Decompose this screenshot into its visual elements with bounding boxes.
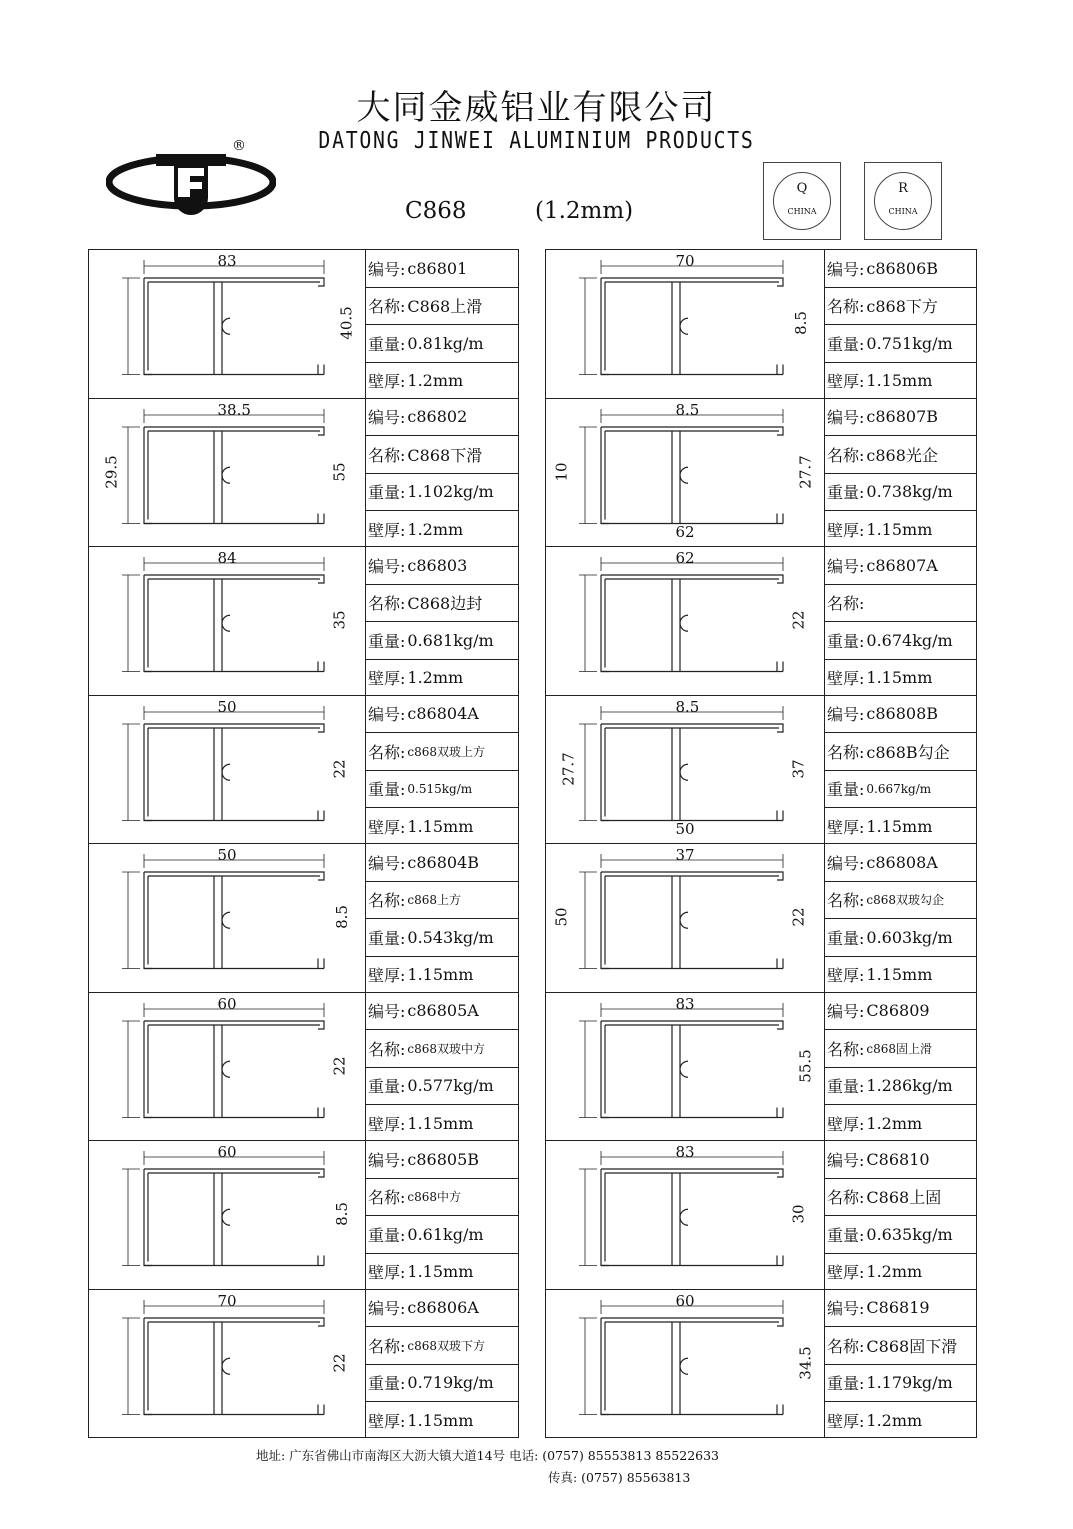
- dimension-label: 22: [330, 1056, 349, 1076]
- profile-info-cell: [365, 695, 519, 845]
- field-label: 名称:: [827, 742, 865, 762]
- profile-info-cell: [824, 398, 977, 548]
- profile-drawing: [89, 250, 364, 397]
- profile-weight-value: 0.738kg/m: [866, 482, 953, 502]
- field-label: 编号:: [368, 408, 406, 428]
- profile-wall-value: 1.2mm: [866, 1113, 923, 1133]
- profile-info-cell: [365, 1140, 519, 1290]
- field-label: 壁厚:: [827, 1114, 865, 1134]
- profile-wall-row: [366, 511, 519, 547]
- profile-name-row: [366, 585, 519, 623]
- field-label: 壁厚:: [827, 669, 865, 688]
- profile-info-cell: [365, 843, 519, 993]
- profile-code-value: c86803: [407, 555, 468, 575]
- profile-code-value: c86808A: [866, 852, 938, 872]
- quality-cert-badge: [763, 162, 841, 240]
- dimension-label: 37: [675, 846, 695, 864]
- profile-weight-row: [825, 1365, 977, 1403]
- profile-drawing: [546, 844, 823, 991]
- profile-code-value: c86804A: [407, 704, 479, 724]
- profile-drawing: [546, 993, 823, 1140]
- profile-wall-row: [366, 1254, 519, 1290]
- dimension-label: 83: [675, 994, 695, 1013]
- field-label: 名称:: [827, 594, 865, 614]
- field-label: 重量:: [368, 1225, 406, 1245]
- dimension-label: 27.7: [796, 455, 815, 489]
- field-label: 名称:: [827, 1188, 865, 1208]
- field-label: 壁厚:: [368, 372, 406, 391]
- profile-drawing: [546, 547, 823, 694]
- profile-wall-value: 1.2mm: [866, 1262, 923, 1281]
- profile-weight-row: [825, 325, 977, 363]
- wall-thickness-spec: (1.2mm): [535, 198, 634, 224]
- field-label: 壁厚:: [368, 1114, 406, 1134]
- profile-name-value: C868上固: [866, 1188, 942, 1208]
- profile-drawing-cell: [88, 843, 366, 993]
- field-label: 编号:: [368, 1150, 406, 1170]
- dimension-label: 55: [330, 462, 349, 482]
- field-label: 重量:: [827, 631, 865, 651]
- dimension-label: 8.5: [791, 311, 810, 336]
- profile-info-cell: [365, 1289, 519, 1439]
- profile-weight-row: [825, 1068, 977, 1106]
- cert-china-text: CHINA: [888, 207, 918, 216]
- dimension-label: 84: [217, 549, 237, 567]
- profile-wall-value: 1.2mm: [866, 1410, 923, 1430]
- field-label: 名称:: [827, 891, 865, 911]
- profile-code-row: [825, 696, 977, 734]
- profile-weight-value: 0.543kg/m: [407, 927, 494, 947]
- profile-wall-row: [825, 363, 977, 399]
- profile-wall-row: [825, 957, 977, 993]
- profile-code-value: c86806A: [407, 1298, 479, 1318]
- profile-code-row: [825, 993, 977, 1031]
- profile-wall-value: 1.2mm: [407, 519, 464, 539]
- profile-weight-row: [366, 919, 519, 957]
- profile-drawing: [546, 1290, 823, 1437]
- profile-info-cell: [365, 249, 519, 399]
- profile-drawing-cell: [545, 398, 825, 548]
- field-label: 名称:: [827, 297, 865, 317]
- profile-drawing-cell: [88, 1140, 366, 1290]
- field-label: 重量:: [827, 928, 865, 948]
- profile-code-value: c86805B: [407, 1149, 480, 1169]
- dimension-label: 8.5: [675, 697, 700, 716]
- field-label: 壁厚:: [368, 817, 406, 837]
- profile-drawing-cell: [88, 992, 366, 1142]
- profile-weight-row: [366, 1068, 519, 1106]
- profile-name-row: [825, 1030, 977, 1068]
- profile-name-value: c868中方: [407, 1190, 462, 1205]
- profile-name-row: [825, 585, 977, 623]
- profile-wall-value: 1.15mm: [407, 1113, 474, 1133]
- dimension-label: 22: [789, 907, 808, 927]
- profile-wall-value: 1.15mm: [407, 1410, 474, 1430]
- footer-fax: 传真: (0757) 85563813: [548, 1470, 691, 1485]
- profile-code-row: [825, 547, 977, 585]
- profile-weight-row: [366, 622, 519, 660]
- profile-weight-value: 1.179kg/m: [866, 1373, 953, 1393]
- dimension-label: 8.5: [332, 1202, 351, 1227]
- profile-code-value: C86819: [866, 1298, 930, 1318]
- dimension-label: 22: [330, 1353, 349, 1373]
- profile-wall-row: [825, 1105, 977, 1141]
- profile-drawing-cell: [545, 249, 825, 399]
- dimension-label: 34.5: [796, 1346, 815, 1380]
- profile-drawing-cell: [88, 695, 366, 845]
- field-label: 壁厚:: [827, 372, 865, 391]
- dimension-label: 70: [675, 252, 695, 270]
- profile-wall-value: 1.15mm: [407, 1262, 474, 1281]
- profile-drawing: [89, 844, 364, 991]
- profile-info-cell: [824, 1289, 977, 1439]
- profile-drawing: [546, 1141, 823, 1288]
- profile-weight-value: 0.635kg/m: [866, 1224, 953, 1244]
- field-label: 编号:: [368, 1299, 406, 1319]
- field-label: 名称:: [368, 594, 406, 614]
- profile-weight-value: 0.719kg/m: [407, 1373, 494, 1393]
- profile-wall-row: [366, 808, 519, 844]
- field-label: 编号:: [827, 705, 865, 725]
- profile-weight-value: 0.515kg/m: [407, 781, 473, 796]
- dimension-label: 50: [217, 846, 237, 864]
- cert-r-mark: R: [898, 181, 908, 196]
- profile-code-value: C86810: [866, 1149, 930, 1169]
- field-label: 名称:: [827, 1336, 865, 1356]
- profile-drawing: [89, 399, 364, 546]
- profile-info-cell: [824, 992, 977, 1142]
- profile-code-value: c86807A: [866, 555, 938, 575]
- dimension-label: 62: [675, 523, 695, 541]
- field-label: 编号:: [827, 1150, 865, 1170]
- profile-info-cell: [824, 1140, 977, 1290]
- profile-drawing: [546, 250, 823, 397]
- profile-weight-value: 0.577kg/m: [407, 1076, 494, 1096]
- footer-address: 地址: 广东省佛山市南海区大沥大镇大道14号 电话: (0757) 85553813 85522633: [256, 1448, 720, 1463]
- field-label: 壁厚:: [827, 1263, 865, 1282]
- profile-code-row: [366, 1141, 519, 1179]
- profile-wall-row: [825, 1254, 977, 1290]
- profile-name-row: [366, 1327, 519, 1365]
- profile-wall-row: [366, 1105, 519, 1141]
- company-name-cn: 大同金威铝业有限公司: [356, 88, 717, 128]
- field-label: 重量:: [827, 1077, 865, 1097]
- profile-drawing-cell: [88, 398, 366, 548]
- profile-code-value: c86805A: [407, 1001, 479, 1021]
- field-label: 重量:: [368, 334, 406, 354]
- registered-mark: ®: [232, 138, 246, 154]
- field-label: 编号:: [368, 853, 406, 873]
- profile-name-row: [366, 288, 519, 326]
- profile-drawing-cell: [545, 695, 825, 845]
- field-label: 名称:: [827, 1039, 865, 1059]
- profile-wall-value: 1.15mm: [407, 965, 474, 984]
- profile-wall-value: 1.15mm: [866, 668, 933, 687]
- dimension-label: 83: [675, 1143, 695, 1161]
- profile-drawing-cell: [545, 1289, 825, 1439]
- profile-drawing-cell: [545, 843, 825, 993]
- dimension-label: 10: [552, 462, 571, 482]
- profile-name-row: [366, 882, 519, 920]
- dimension-label: 50: [552, 907, 571, 927]
- profile-code-row: [366, 844, 519, 882]
- profile-name-row: [825, 436, 977, 474]
- profile-name-value: c868双玻下方: [407, 1338, 486, 1353]
- profile-name-row: [825, 882, 977, 920]
- company-logo-icon: [106, 140, 276, 220]
- profile-name-value: c868双玻上方: [407, 744, 486, 759]
- profile-info-cell: [365, 398, 519, 548]
- profile-weight-value: 0.681kg/m: [407, 630, 494, 650]
- profile-wall-value: 1.2mm: [407, 668, 464, 687]
- field-label: 重量:: [368, 928, 406, 948]
- profile-weight-value: 0.603kg/m: [866, 927, 953, 947]
- profile-wall-row: [366, 660, 519, 696]
- profile-weight-row: [825, 622, 977, 660]
- profile-code-value: c86807B: [866, 407, 939, 427]
- profile-wall-value: 1.15mm: [866, 965, 933, 984]
- profile-name-row: [825, 1179, 977, 1217]
- profile-code-row: [366, 1290, 519, 1328]
- field-label: 编号:: [368, 705, 406, 725]
- dimension-label: 60: [675, 1291, 695, 1310]
- field-label: 名称:: [368, 1336, 406, 1356]
- dimension-label: 40.5: [337, 306, 356, 340]
- profile-weight-value: 0.667kg/m: [866, 781, 932, 796]
- profile-wall-row: [825, 1402, 977, 1438]
- field-label: 编号:: [827, 1002, 865, 1022]
- field-label: 壁厚:: [827, 520, 865, 540]
- profile-name-row: [825, 1327, 977, 1365]
- dimension-label: 37: [789, 759, 808, 779]
- profile-wall-value: 1.15mm: [866, 816, 933, 836]
- profile-wall-row: [825, 511, 977, 547]
- dimension-label: 35: [330, 610, 349, 630]
- profile-code-row: [366, 696, 519, 734]
- profile-name-value: c868双玻勾企: [866, 893, 945, 908]
- field-label: 重量:: [827, 780, 865, 800]
- field-label: 编号:: [368, 1002, 406, 1022]
- profile-weight-row: [366, 1216, 519, 1254]
- field-label: 名称:: [368, 297, 406, 317]
- field-label: 名称:: [827, 445, 865, 465]
- profile-code-row: [825, 1141, 977, 1179]
- dimension-label: 55.5: [796, 1049, 815, 1083]
- dimension-label: 50: [217, 697, 237, 716]
- field-label: 重量:: [827, 1225, 865, 1245]
- dimension-label: 60: [217, 994, 237, 1013]
- profile-weight-row: [825, 919, 977, 957]
- field-label: 壁厚:: [827, 817, 865, 837]
- profile-wall-value: 1.15mm: [866, 519, 933, 539]
- field-label: 重量:: [827, 334, 865, 354]
- profile-drawing-cell: [88, 546, 366, 696]
- field-label: 编号:: [827, 556, 865, 576]
- profile-weight-value: 1.102kg/m: [407, 482, 494, 502]
- profile-code-value: C86809: [866, 1001, 930, 1021]
- profile-drawing-cell: [88, 1289, 366, 1439]
- profile-info-cell: [824, 546, 977, 696]
- profile-name-row: [366, 733, 519, 771]
- field-label: 壁厚:: [368, 669, 406, 688]
- profile-drawing-cell: [545, 992, 825, 1142]
- profile-name-value: c868B勾企: [866, 742, 950, 762]
- profile-code-value: c86802: [407, 407, 468, 427]
- field-label: 编号:: [368, 556, 406, 576]
- field-label: 编号:: [827, 259, 865, 279]
- profile-name-row: [825, 288, 977, 326]
- profile-weight-value: 0.674kg/m: [866, 630, 953, 650]
- field-label: 重量:: [368, 483, 406, 503]
- profile-drawing: [89, 696, 364, 843]
- profile-drawing: [89, 1141, 364, 1288]
- dimension-label: 83: [217, 252, 237, 270]
- profile-name-value: c868下方: [866, 297, 938, 317]
- profile-code-value: c86801: [407, 258, 468, 278]
- dimension-label: 8.5: [332, 905, 351, 930]
- profile-name-value: C868上滑: [407, 297, 483, 317]
- field-label: 编号:: [368, 259, 406, 279]
- profile-info-cell: [824, 843, 977, 993]
- cert-q-mark: Q: [796, 181, 808, 196]
- field-label: 编号:: [827, 408, 865, 428]
- profile-name-row: [825, 733, 977, 771]
- profile-info-cell: [365, 992, 519, 1142]
- profile-code-row: [366, 993, 519, 1031]
- profile-name-row: [366, 436, 519, 474]
- profile-weight-row: [366, 771, 519, 809]
- profile-drawing-cell: [545, 1140, 825, 1290]
- field-label: 名称:: [368, 1188, 406, 1208]
- profile-code-row: [825, 1290, 977, 1328]
- field-label: 重量:: [368, 1374, 406, 1394]
- profile-name-value: c868固上滑: [866, 1041, 933, 1056]
- dimension-label: 22: [330, 759, 349, 779]
- field-label: 名称:: [368, 445, 406, 465]
- profile-info-cell: [824, 249, 977, 399]
- profile-weight-row: [825, 474, 977, 512]
- profile-code-value: c86808B: [866, 704, 939, 724]
- field-label: 编号:: [827, 1299, 865, 1319]
- dimension-label: 38.5: [217, 400, 251, 419]
- profile-wall-value: 1.15mm: [407, 816, 474, 836]
- profile-code-row: [366, 547, 519, 585]
- profile-info-cell: [824, 695, 977, 845]
- dimension-label: 8.5: [675, 400, 700, 419]
- cert-china-text: CHINA: [787, 207, 817, 216]
- dimension-label: 30: [789, 1204, 808, 1224]
- field-label: 壁厚:: [368, 966, 406, 985]
- profile-weight-row: [366, 325, 519, 363]
- profile-info-cell: [365, 546, 519, 696]
- field-label: 壁厚:: [368, 1411, 406, 1431]
- dimension-label: 29.5: [102, 455, 121, 489]
- profile-name-value: c868光企: [866, 445, 938, 465]
- field-label: 名称:: [368, 742, 406, 762]
- dimension-label: 62: [675, 549, 695, 567]
- profile-wall-row: [366, 957, 519, 993]
- profile-wall-value: 1.2mm: [407, 371, 464, 390]
- profile-code-row: [366, 399, 519, 437]
- field-label: 壁厚:: [827, 1411, 865, 1431]
- dimension-label: 70: [217, 1291, 237, 1310]
- profile-drawing-cell: [88, 249, 366, 399]
- dimension-label: 22: [789, 610, 808, 630]
- profile-weight-row: [825, 1216, 977, 1254]
- profile-weight-row: [825, 771, 977, 809]
- profile-drawing: [89, 993, 364, 1140]
- dimension-label: 50: [675, 820, 695, 838]
- field-label: 名称:: [368, 1039, 406, 1059]
- field-label: 重量:: [368, 1077, 406, 1097]
- field-label: 重量:: [827, 483, 865, 503]
- field-label: 壁厚:: [368, 520, 406, 540]
- registered-cert-badge: [864, 162, 942, 240]
- field-label: 名称:: [368, 891, 406, 911]
- profile-name-value: c868上方: [407, 893, 462, 908]
- profile-weight-row: [366, 1365, 519, 1403]
- dimension-label: 27.7: [559, 752, 578, 786]
- field-label: 壁厚:: [827, 966, 865, 985]
- profile-drawing: [89, 1290, 364, 1437]
- profile-wall-row: [366, 363, 519, 399]
- profile-wall-row: [825, 660, 977, 696]
- profile-code-value: c86804B: [407, 852, 480, 872]
- profile-name-value: C868边封: [407, 594, 483, 614]
- profile-wall-row: [366, 1402, 519, 1438]
- field-label: 重量:: [368, 631, 406, 651]
- profile-name-row: [366, 1179, 519, 1217]
- profile-name-row: [366, 1030, 519, 1068]
- profile-name-value: c868双玻中方: [407, 1041, 486, 1056]
- profile-wall-value: 1.15mm: [866, 371, 933, 390]
- profile-wall-row: [825, 808, 977, 844]
- profile-code-value: c86806B: [866, 258, 939, 278]
- profile-code-row: [825, 399, 977, 437]
- profile-name-value: C868固下滑: [866, 1336, 958, 1356]
- field-label: 壁厚:: [368, 1263, 406, 1282]
- profile-code-row: [366, 250, 519, 288]
- profile-weight-value: 1.286kg/m: [866, 1076, 953, 1096]
- profile-weight-row: [366, 474, 519, 512]
- profile-drawing: [89, 547, 364, 694]
- profile-code-row: [825, 844, 977, 882]
- profile-name-value: C868下滑: [407, 445, 483, 465]
- company-name-en: DATONG JINWEI ALUMINIUM PRODUCTS: [318, 128, 755, 154]
- dimension-label: 60: [217, 1143, 237, 1161]
- profile-code-row: [825, 250, 977, 288]
- field-label: 重量:: [368, 780, 406, 800]
- profile-drawing-cell: [545, 546, 825, 696]
- profile-weight-value: 0.61kg/m: [407, 1224, 484, 1244]
- field-label: 重量:: [827, 1374, 865, 1394]
- model-number: C868: [405, 198, 467, 224]
- profile-weight-value: 0.81kg/m: [407, 333, 484, 353]
- profile-weight-value: 0.751kg/m: [866, 333, 953, 353]
- field-label: 编号:: [827, 853, 865, 873]
